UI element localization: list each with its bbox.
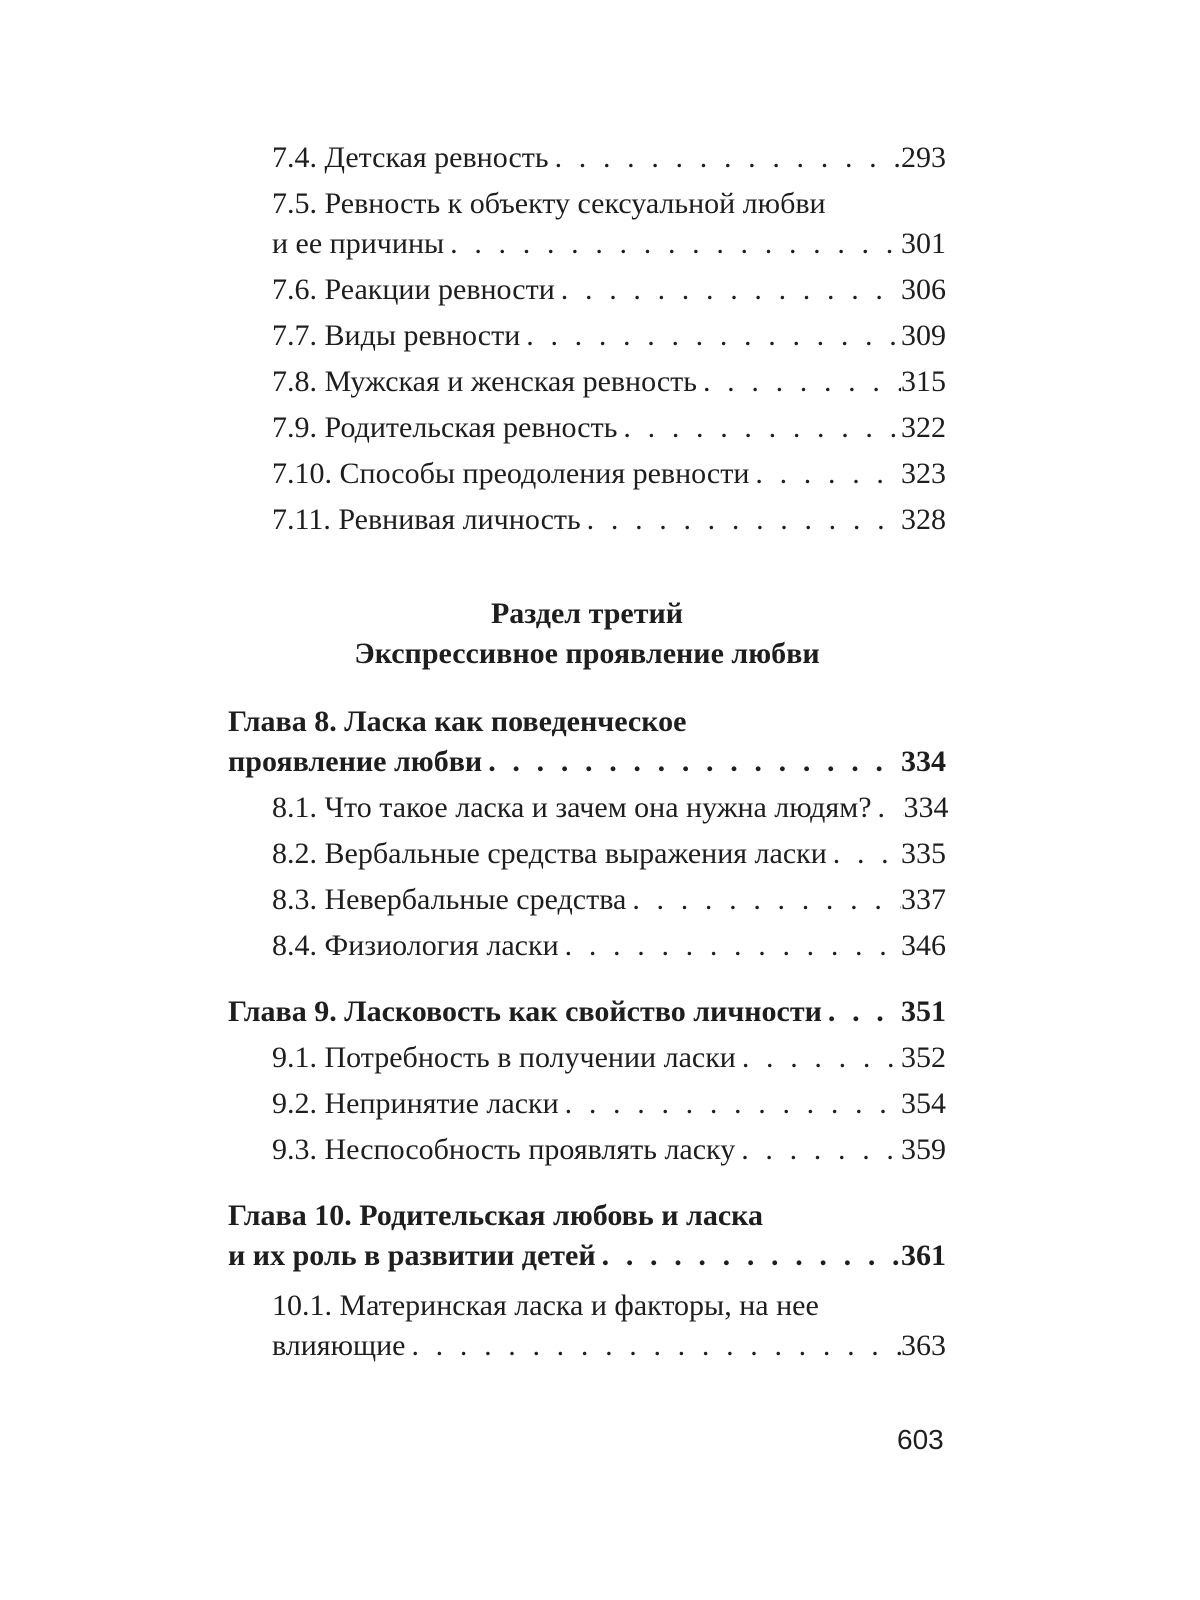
dot-leader: [822, 992, 901, 1032]
toc-label: влияющие: [272, 1329, 406, 1362]
dot-leader: [697, 362, 901, 402]
toc-entry-7-5[interactable]: [228, 224, 946, 264]
toc-page: 315: [901, 365, 946, 398]
chapter-8-title-line1[interactable]: Глава 8. Ласка как поведенческое: [228, 705, 687, 738]
toc-entry-10-1[interactable]: [228, 1326, 946, 1366]
toc-label: 7.11. Ревнивая личность: [272, 503, 581, 536]
dot-leader: [581, 500, 901, 540]
toc-entry-8-2[interactable]: [228, 834, 946, 874]
toc-entry-7-10[interactable]: [228, 454, 946, 494]
dot-leader: [735, 1130, 901, 1170]
chapter-9-entry[interactable]: [228, 992, 946, 1032]
dot-leader: [555, 270, 901, 310]
table-of-contents: [228, 138, 949, 1366]
toc-entry-7-6[interactable]: [228, 270, 946, 310]
dot-leader: [520, 316, 901, 356]
toc-entry-8-3[interactable]: [228, 880, 946, 920]
toc-page: 306: [901, 273, 946, 306]
toc-page: 335: [901, 837, 946, 870]
toc-page: 322: [901, 411, 946, 444]
toc-entry-9-1[interactable]: [228, 1038, 946, 1078]
toc-label: 7.6. Реакции ревности: [272, 273, 555, 306]
toc-page: 363: [901, 1329, 946, 1362]
toc-label: Глава 9. Ласковость как свойство личности: [228, 995, 822, 1028]
toc-entry-7-9[interactable]: [228, 408, 946, 448]
toc-page: 301: [901, 227, 946, 260]
dot-leader: [736, 1038, 901, 1078]
dot-leader: [617, 408, 901, 448]
toc-label: 7.4. Детская ревность: [272, 141, 549, 174]
toc-page: 346: [901, 929, 946, 962]
toc-label: 7.7. Виды ревности: [272, 319, 521, 352]
toc-page: 309: [901, 319, 946, 352]
dot-leader: [827, 834, 901, 874]
toc-entry-7-4[interactable]: [228, 138, 946, 178]
toc-entry-8-1[interactable]: [228, 788, 949, 828]
dot-leader: [749, 454, 901, 494]
toc-label: 7.9. Родительская ревность: [272, 411, 618, 444]
dot-leader: [444, 224, 901, 264]
toc-entry-7-8[interactable]: [228, 362, 946, 402]
toc-entry-7-11[interactable]: [228, 500, 946, 540]
chapter-8-entry[interactable]: [228, 742, 946, 782]
toc-page: 323: [901, 457, 946, 490]
section-heading-line1: Раздел третий: [490, 597, 684, 630]
dot-leader: [559, 1084, 901, 1124]
toc-entry-8-4[interactable]: [228, 926, 946, 966]
dot-leader: [559, 926, 901, 966]
toc-label: 8.2. Вербальные средства выражения ласки: [272, 837, 827, 870]
dot-leader: [549, 138, 901, 178]
chapter-10-title-line1[interactable]: Глава 10. Родительская любовь и ласка: [228, 1199, 763, 1232]
toc-label: 7.8. Мужская и женская ревность: [272, 365, 697, 398]
toc-label: 9.1. Потребность в получении ласки: [272, 1041, 736, 1074]
toc-entry-9-2[interactable]: [228, 1084, 946, 1124]
dot-leader: [596, 1236, 901, 1276]
toc-page: 328: [901, 503, 946, 536]
toc-label: и их роль в развитии детей: [228, 1239, 596, 1272]
toc-label: и ее причины: [272, 227, 445, 260]
toc-page: 351: [901, 995, 946, 1028]
toc-page: 359: [901, 1133, 946, 1166]
toc-page: 293: [901, 141, 946, 174]
toc-page: 337: [901, 883, 946, 916]
toc-label: 9.2. Непринятие ласки: [272, 1087, 559, 1120]
toc-label: 8.1. Что такое ласка и зачем она нужна людям?: [272, 791, 872, 824]
toc-label: проявление любви: [228, 745, 483, 778]
toc-page: 361: [901, 1239, 946, 1272]
chapter-10-entry[interactable]: [228, 1236, 946, 1276]
dot-leader: [405, 1326, 901, 1366]
toc-label: 9.3. Неспособность проявлять ласку: [272, 1133, 736, 1166]
toc-entry-9-3[interactable]: [228, 1130, 946, 1170]
toc-page: 334: [901, 745, 946, 778]
toc-label: 8.4. Физиология ласки: [272, 929, 559, 962]
toc-entry-7-5-line1[interactable]: 7.5. Ревность к объекту сексуальной любви: [272, 187, 826, 220]
toc-entry-10-1-line1[interactable]: 10.1. Материнская ласка и факторы, на нее: [272, 1289, 819, 1322]
toc-label: 8.3. Невербальные средства: [272, 883, 627, 916]
section-heading-line2: Экспрессивное проявление любви: [354, 637, 820, 670]
toc-page: 334: [903, 791, 949, 824]
toc-page: 352: [901, 1041, 946, 1074]
toc-entry-7-7[interactable]: [228, 316, 946, 356]
dot-leader: [626, 880, 901, 920]
toc-page: 354: [901, 1087, 946, 1120]
dot-leader: [872, 788, 904, 828]
page-number: 603: [897, 1424, 944, 1455]
dot-leader: [482, 742, 901, 782]
toc-label: 7.10. Способы преодоления ревности: [272, 457, 750, 490]
